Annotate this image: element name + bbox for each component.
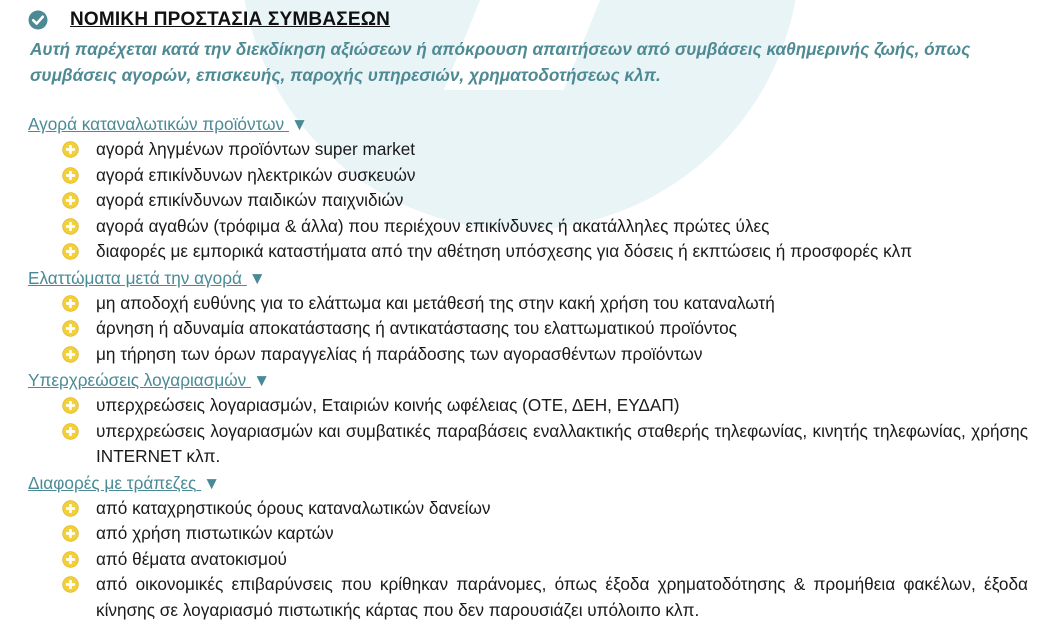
- plus-circle-icon: [62, 243, 79, 260]
- list-item: [28, 163, 1028, 189]
- section-heading-label: Διαφορές με τράπεζες: [28, 472, 197, 493]
- page-title: ΝΟΜΙΚΗ ΠΡΟΣΤΑΣΙΑ ΣΥΜΒΑΣΕΩΝ: [70, 9, 391, 30]
- bullet-list: [28, 393, 1028, 470]
- section-heading[interactable]: [28, 111, 1028, 137]
- plus-circle-icon: [62, 397, 79, 414]
- sections: [28, 111, 1028, 623]
- plus-circle-icon: [62, 423, 79, 440]
- list-item: [28, 316, 1028, 342]
- list-item-text: άρνηση ή αδυναμία αποκατάστασης ή αντικατάστασης του ελαττωματικού προϊόντος: [96, 318, 737, 338]
- list-item: [28, 496, 1028, 522]
- list-item: [28, 342, 1028, 368]
- list-item-text: υπερχρεώσεις λογαριασμών, Εταιριών κοινής ωφέλειας (ΟΤΕ, ΔΕΗ, ΕΥΔΑΠ): [96, 395, 680, 415]
- list-item-text: διαφορές με εμπορικά καταστήματα από την αθέτηση υπόσχεσης για δόσεις ή εκπτώσεις ή προσφορές κλπ: [96, 241, 913, 261]
- intro-paragraph: Αυτή παρέχεται κατά την διεκδίκηση αξιώσεων ή απόκρουση απαιτήσεων από συμβάσεις καθημερινής ζωής, όπως συμβάσεις αγορών, επισκευής, παροχής υπηρεσιών, χρηματοδοτήσεως κλπ.: [30, 39, 971, 85]
- plus-circle-icon: [62, 525, 79, 542]
- list-item: [28, 291, 1028, 317]
- list-item: [28, 521, 1028, 547]
- list-item-text: αγορά αγαθών (τρόφιμα & άλλα) που περιέχουν επικίνδυνες ή ακατάλληλες πρώτες ύλες: [96, 215, 770, 236]
- plus-circle-icon: [62, 500, 79, 517]
- list-item-text: από καταχρηστικούς όρους καταναλωτικών δανείων: [96, 497, 491, 518]
- list-item-text: από χρήση πιστωτικών καρτών: [96, 523, 334, 543]
- list-item-text: από θέματα ανατοκισμού: [96, 548, 287, 569]
- section-heading[interactable]: [28, 265, 1028, 291]
- list-item: [28, 214, 1028, 240]
- plus-circle-icon: [62, 576, 79, 593]
- triangle-down-icon: ▼: [290, 114, 308, 134]
- check-circle-icon: [28, 10, 48, 30]
- plus-circle-icon: [62, 295, 79, 312]
- list-item-text: υπερχρεώσεις λογαριασμών και συμβατικές παραβάσεις εναλλακτικής σταθερής τηλεφωνίας, κινητής τηλεφωνίας, χρήσης INTERNET κλπ.: [96, 420, 1028, 466]
- plus-circle-icon: [62, 141, 79, 158]
- section-heading[interactable]: [28, 470, 1028, 496]
- list-item-text: αγορά επικίνδυνων ηλεκτρικών συσκευών: [96, 164, 416, 185]
- list-item-text: αγορά επικίνδυνων παιδικών παιχνιδιών: [96, 190, 404, 210]
- plus-circle-icon: [62, 167, 79, 184]
- list-item-text: μη αποδοχή ευθύνης για το ελάττωμα και μετάθεσή της στην κακή χρήση του καταναλωτή: [96, 292, 775, 313]
- list-item: [28, 393, 1028, 419]
- triangle-down-icon: ▼: [248, 267, 266, 288]
- plus-circle-icon: [62, 551, 79, 568]
- plus-circle-icon: [62, 320, 79, 337]
- list-item: [28, 572, 1028, 623]
- triangle-down-icon: ▼: [253, 370, 271, 390]
- bullet-list: [28, 291, 1028, 368]
- section-heading-label: Αγορά καταναλωτικών προϊόντων: [28, 114, 285, 134]
- title-row: [28, 8, 390, 32]
- triangle-down-icon: ▼: [203, 472, 221, 493]
- list-item: [28, 239, 1028, 265]
- list-item: [28, 137, 1028, 163]
- plus-circle-icon: [62, 192, 79, 209]
- list-item-text: μη τήρηση των όρων παραγγελίας ή παράδοσης των αγορασθέντων προϊόντων: [96, 343, 703, 364]
- plus-circle-icon: [62, 218, 79, 235]
- list-item: [28, 188, 1028, 214]
- list-item-text: από οικονομικές επιβαρύνσεις που κρίθηκαν παράνομες, όπως έξοδα χρηματοδότησης & προμήθεια φακέλων, έξοδα κίνησης σε λογαριασμό πιστωτικής κάρτας που δεν παρουσιάζει υπόλοιπο κλπ.: [96, 574, 1028, 620]
- list-item-text: αγορά ληγμένων προϊόντων super market: [96, 139, 416, 159]
- bullet-list: [28, 496, 1028, 624]
- plus-circle-icon: [62, 346, 79, 363]
- bullet-list: [28, 137, 1028, 265]
- section-heading-label: Υπερχρεώσεις λογαριασμών: [28, 370, 247, 390]
- section-heading-label: Ελαττώματα μετά την αγορά: [28, 267, 242, 288]
- section-heading[interactable]: [28, 367, 1028, 393]
- list-item: [28, 547, 1028, 573]
- list-item: [28, 419, 1028, 470]
